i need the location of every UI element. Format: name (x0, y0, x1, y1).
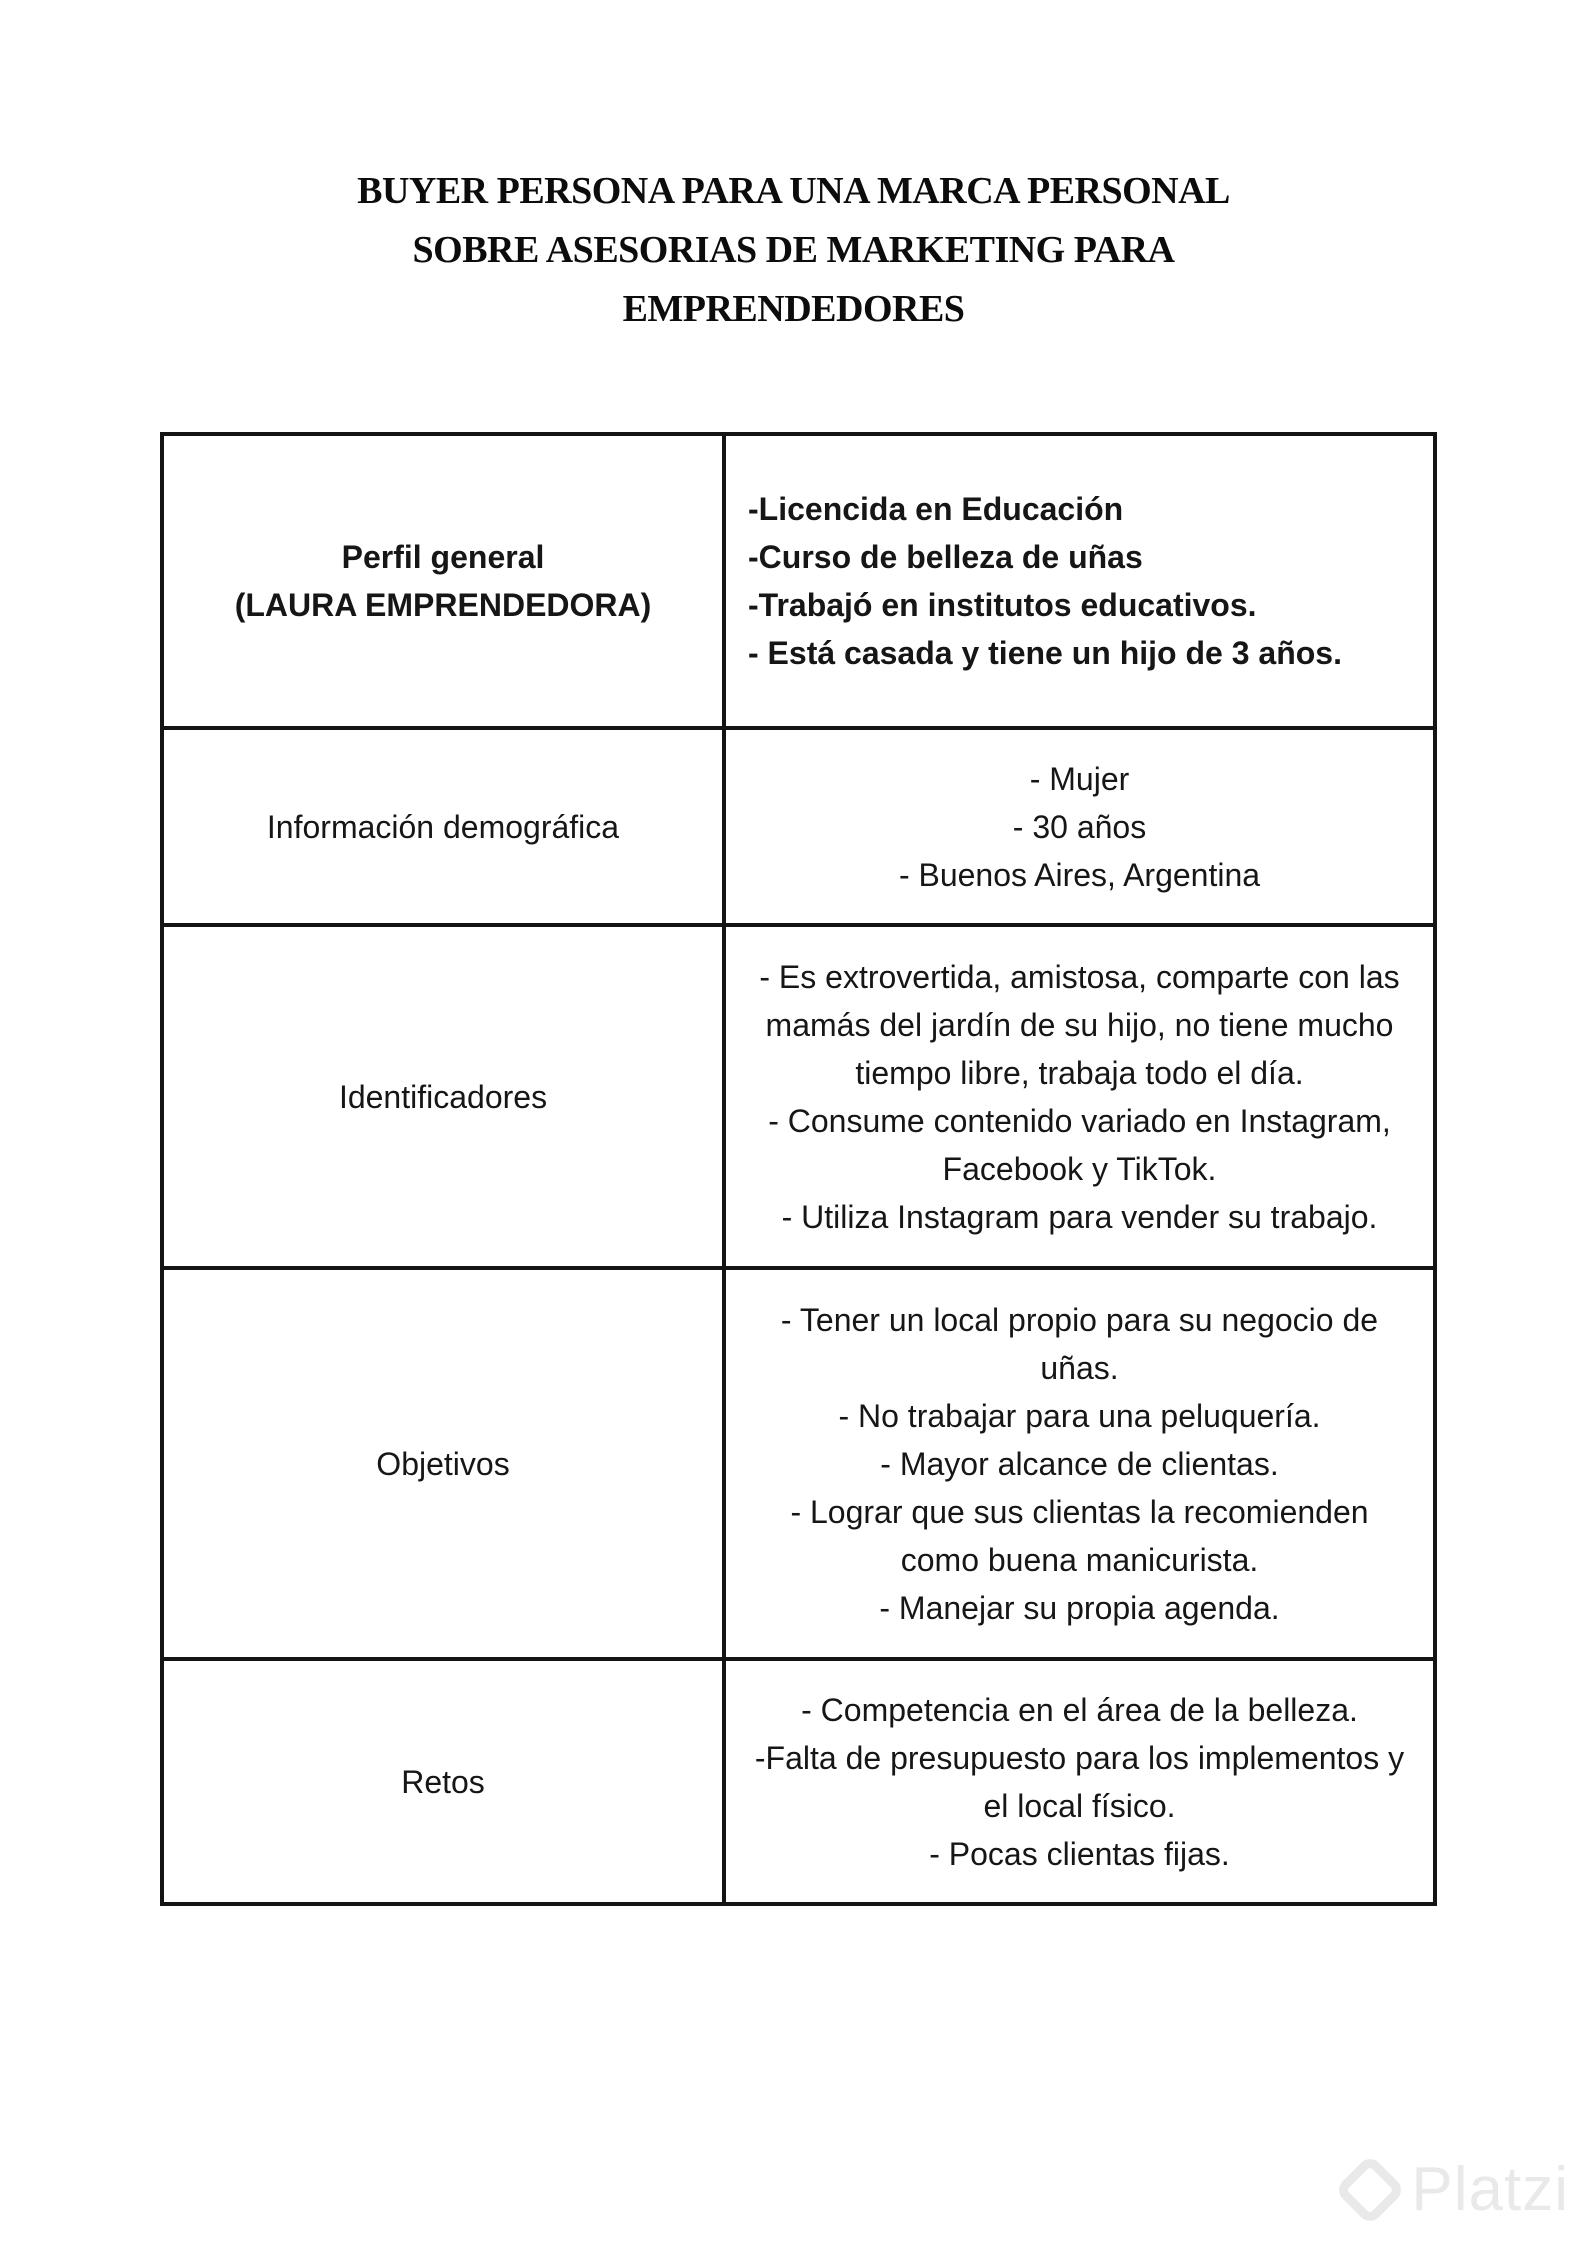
identifiers-line: - Es extrovertida, amistosa, comparte con las (759, 958, 1400, 995)
title-line: EMPRENDEDORES (622, 288, 965, 330)
identifiers-content-cell (724, 925, 1435, 1268)
page-title (0, 162, 1587, 339)
identifiers-label: Identificadores (162, 925, 724, 1268)
identifiers-line: mamás del jardín de su hijo, no tiene mucho (765, 1006, 1394, 1043)
table-row-demographics (162, 728, 1435, 925)
profile-label-cell (162, 434, 724, 728)
goals-line: como buena manicurista. (900, 1541, 1259, 1578)
table-row-challenges (162, 1659, 1435, 1904)
profile-content-cell (724, 434, 1435, 728)
goals-label: Objetivos (162, 1268, 724, 1659)
goals-line: uñas. (1040, 1349, 1119, 1386)
demographics-line: - Mujer (1029, 760, 1130, 797)
demographics-content-cell (724, 728, 1435, 925)
table-row-profile (162, 434, 1435, 728)
profile-line: -Licencida en Educación (748, 491, 1124, 527)
goals-line: - No trabajar para una peluquería. (838, 1397, 1321, 1434)
challenges-line: el local físico. (983, 1787, 1176, 1824)
demographics-line: - 30 años (1012, 808, 1147, 845)
goals-line: - Manejar su propia agenda. (879, 1589, 1280, 1626)
profile-label: Perfil general (341, 539, 545, 575)
identifiers-line: - Consume contenido variado en Instagram, (768, 1102, 1391, 1139)
goals-line: - Tener un local propio para su negocio de (780, 1301, 1379, 1338)
profile-name: (LAURA EMPRENDEDORA) (234, 587, 652, 623)
buyer-persona-table (160, 432, 1437, 1906)
challenges-content-cell (724, 1659, 1435, 1904)
profile-line: -Trabajó en institutos educativos. (748, 587, 1257, 623)
goals-line: - Lograr que sus clientas la recomienden (790, 1493, 1369, 1530)
identifiers-line: tiempo libre, trabaja todo el día. (855, 1054, 1304, 1091)
challenges-line: - Pocas clientas fijas. (929, 1835, 1230, 1872)
challenges-line: - Competencia en el área de la belleza. (801, 1691, 1358, 1728)
title-line: BUYER PERSONA PARA UNA MARCA PERSONAL (357, 170, 1230, 212)
profile-line: -Curso de belleza de uñas (748, 539, 1143, 575)
demographics-line: - Buenos Aires, Argentina (898, 856, 1261, 893)
goals-line: - Mayor alcance de clientas. (880, 1445, 1279, 1482)
identifiers-line: Facebook y TikTok. (942, 1150, 1217, 1187)
title-line: SOBRE ASESORIAS DE MARKETING PARA (412, 229, 1175, 271)
challenges-label: Retos (162, 1659, 724, 1904)
demographics-label: Información demográfica (162, 728, 724, 925)
platzi-logo-icon (1337, 2157, 1403, 2223)
goals-content-cell (724, 1268, 1435, 1659)
challenges-line: -Falta de presupuesto para los implementos y (754, 1739, 1405, 1776)
identifiers-line: - Utiliza Instagram para vender su trabajo. (781, 1198, 1378, 1235)
table-row-identifiers (162, 925, 1435, 1268)
profile-line: - Está casada y tiene un hijo de 3 años. (748, 635, 1342, 671)
table-row-goals (162, 1268, 1435, 1659)
watermark-text: Platzi (1411, 2155, 1569, 2224)
platzi-watermark (1337, 2154, 1569, 2225)
